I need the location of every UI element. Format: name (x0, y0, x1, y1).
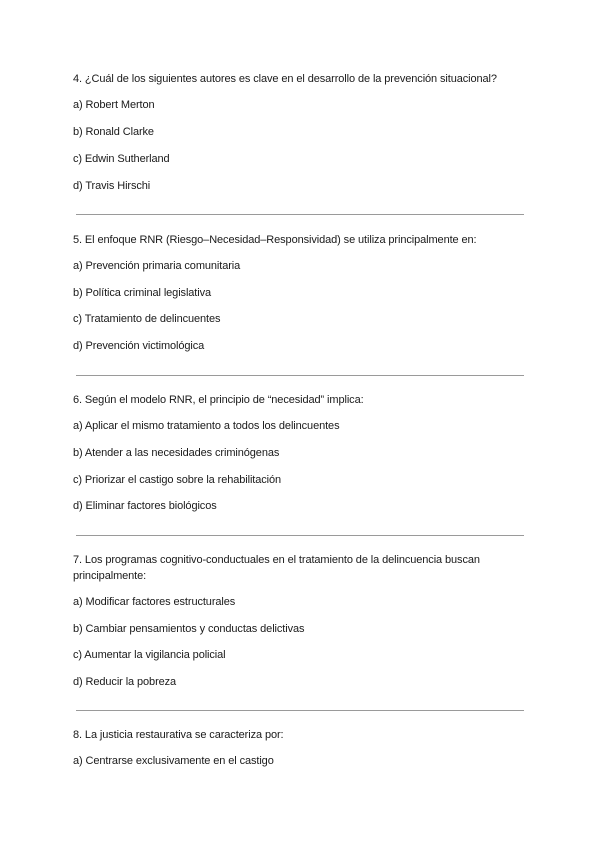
question-text: 4. ¿Cuál de los siguientes autores es clave en el desarrollo de la prevención situacional? (73, 73, 497, 85)
divider (76, 535, 524, 536)
option-a: a) Prevención primaria comunitaria (73, 260, 241, 272)
option-d: d) Eliminar factores biológicos (73, 500, 217, 512)
option-a: a) Robert Merton (73, 99, 155, 111)
question-6 (73, 392, 528, 512)
question-text: 5. El enfoque RNR (Riesgo–Necesidad–Responsividad) se utiliza principalmente en: (73, 234, 477, 246)
question-text: 7. Los programas cognitivo-conductuales en el tratamiento de la delincuencia buscan principalmente: (73, 554, 480, 582)
option-c: c) Tratamiento de delincuentes (73, 313, 221, 325)
question-text: 8. La justicia restaurativa se caracteriza por: (73, 729, 284, 741)
question-4 (73, 71, 528, 192)
option-b: b) Ronald Clarke (73, 126, 154, 138)
option-a: a) Aplicar el mismo tratamiento a todos los delincuentes (73, 420, 340, 432)
option-d: d) Reducir la pobreza (73, 676, 177, 688)
option-b: b) Cambiar pensamientos y conductas delictivas (73, 623, 305, 635)
option-a: a) Modificar factores estructurales (73, 596, 236, 608)
option-d: d) Travis Hirschi (73, 180, 151, 192)
question-text: 6. Según el modelo RNR, el principio de “necesidad” implica: (73, 394, 364, 406)
option-c: c) Edwin Sutherland (73, 153, 170, 165)
divider (76, 710, 524, 711)
divider (76, 214, 524, 215)
question-8 (73, 727, 528, 767)
option-c: c) Priorizar el castigo sobre la rehabilitación (73, 474, 282, 486)
option-c: c) Aumentar la vigilancia policial (73, 649, 226, 661)
option-b: b) Atender a las necesidades criminógenas (73, 447, 280, 459)
question-7 (73, 552, 528, 688)
option-d: d) Prevención victimológica (73, 340, 205, 352)
question-5 (73, 232, 528, 352)
option-a: a) Centrarse exclusivamente en el castigo (73, 755, 274, 767)
divider (76, 375, 524, 376)
option-b: b) Política criminal legislativa (73, 287, 212, 299)
